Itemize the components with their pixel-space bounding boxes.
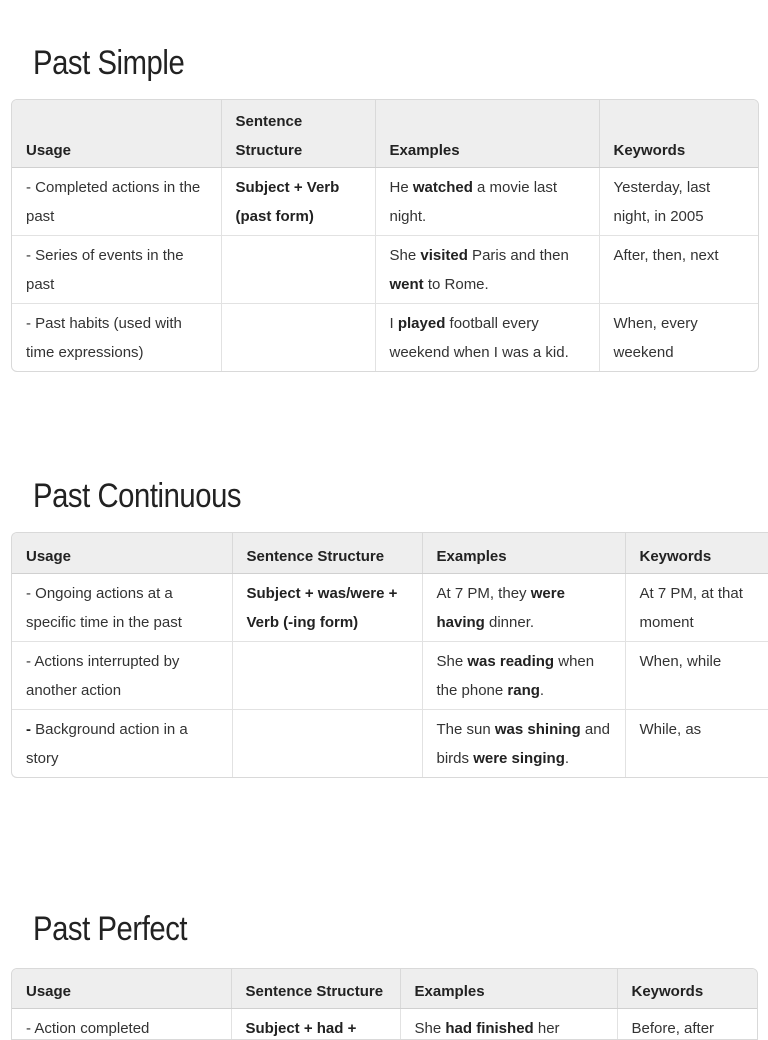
table-cell <box>617 1008 757 1040</box>
table-row <box>12 641 768 709</box>
table-body <box>12 1008 757 1040</box>
table-cell <box>375 235 599 303</box>
table-row <box>12 235 758 303</box>
cell-text: Before, after <box>631 1019 715 1037</box>
table-body <box>12 167 758 371</box>
column-header: Sentence Structure <box>232 533 422 573</box>
cell-text: - Past habits (used with time expressions) <box>26 314 182 361</box>
cell-text: her <box>533 1019 560 1037</box>
column-header: Usage <box>12 100 221 167</box>
cell-text: - Actions interrupted by another action <box>26 652 180 699</box>
column-header: Examples <box>375 100 599 167</box>
bold-text: was shining <box>494 720 581 738</box>
cell-text: football every weekend when I was a kid. <box>389 314 569 361</box>
cell-text: She <box>436 652 468 670</box>
table-cell <box>625 641 768 709</box>
bold-text: were singing <box>473 749 565 767</box>
table-cell <box>12 641 232 709</box>
table-cell <box>12 709 232 777</box>
cell-text: He <box>389 178 413 196</box>
table-cell <box>231 1008 400 1040</box>
table-cell <box>375 303 599 371</box>
table-row <box>12 167 758 235</box>
cell-text: The sun <box>436 720 495 738</box>
grammar-table <box>11 532 768 778</box>
table-row <box>12 1008 757 1040</box>
cell-text: - Completed actions in the past <box>26 178 201 225</box>
table-header-row <box>12 969 757 1008</box>
cell-text: Background action in a story <box>26 720 188 767</box>
column-header: Examples <box>422 533 625 573</box>
section-title: Past Simple <box>33 44 185 82</box>
bold-text: had finished <box>445 1019 534 1037</box>
grammar-table <box>11 99 759 372</box>
table-cell <box>422 709 625 777</box>
table-cell <box>221 235 375 303</box>
table-cell <box>232 641 422 709</box>
table-cell <box>599 235 758 303</box>
bold-text: played <box>397 314 446 332</box>
cell-text: - Ongoing actions at a specific time in the past <box>26 584 182 631</box>
table-cell <box>422 573 625 641</box>
table-cell <box>599 167 758 235</box>
table-cell <box>375 167 599 235</box>
column-header: Keywords <box>617 969 757 1008</box>
table-cell <box>232 573 422 641</box>
table-cell <box>625 573 768 641</box>
cell-text: - Action completed <box>26 1019 150 1037</box>
cell-text: At 7 PM, at that moment <box>639 584 743 631</box>
table-cell <box>422 641 625 709</box>
bold-text: watched <box>412 178 473 196</box>
cell-text: to Rome. <box>423 275 489 293</box>
cell-text: She <box>414 1019 446 1037</box>
table-body <box>12 573 768 777</box>
table-header-row <box>12 100 758 167</box>
cell-text: She <box>389 246 421 264</box>
cell-text: . <box>564 749 570 767</box>
table-cell <box>12 303 221 371</box>
bold-text: rang <box>507 681 540 699</box>
section-title: Past Perfect <box>33 910 188 948</box>
cell-text: and birds <box>436 720 610 767</box>
bold-text: was reading <box>467 652 555 670</box>
table-cell <box>221 167 375 235</box>
table-cell <box>12 167 221 235</box>
cell-text: When, while <box>639 652 722 670</box>
table-row <box>12 709 768 777</box>
cell-text: Yesterday, last night, in 2005 <box>613 178 711 225</box>
table-row <box>12 573 768 641</box>
bold-text: went <box>389 275 424 293</box>
bold-text: Subject + was/were + Verb (-ing form) <box>246 584 398 631</box>
table-row <box>12 303 758 371</box>
table-cell <box>625 709 768 777</box>
cell-text: when the phone <box>436 652 595 699</box>
cell-text: I <box>389 314 398 332</box>
cell-text: After, then, next <box>613 246 719 264</box>
table-cell <box>12 1008 231 1040</box>
column-header: Sentence Structure <box>221 100 375 167</box>
cell-text: a movie last night. <box>389 178 558 225</box>
table-cell <box>400 1008 617 1040</box>
bold-text: Subject + had + <box>245 1019 357 1037</box>
cell-text: At 7 PM, they <box>436 584 531 602</box>
table-cell <box>12 235 221 303</box>
cell-text: While, as <box>639 720 702 738</box>
cell-text: Paris and then <box>467 246 569 264</box>
table <box>12 100 758 371</box>
column-header: Examples <box>400 969 617 1008</box>
column-header: Keywords <box>625 533 768 573</box>
table <box>12 533 768 777</box>
column-header: Keywords <box>599 100 758 167</box>
column-header: Usage <box>12 533 232 573</box>
section-title: Past Continuous <box>33 477 242 515</box>
bold-text: visited <box>420 246 468 264</box>
cell-text: When, every weekend <box>613 314 698 361</box>
table-header-row <box>12 533 768 573</box>
table <box>12 969 757 1040</box>
cell-text: . <box>539 681 545 699</box>
cell-text: - Series of events in the past <box>26 246 184 293</box>
grammar-table <box>11 968 758 1040</box>
table-cell <box>232 709 422 777</box>
bold-text: Subject + Verb (past form) <box>235 178 340 225</box>
table-cell <box>599 303 758 371</box>
column-header: Usage <box>12 969 231 1008</box>
table-cell <box>12 573 232 641</box>
cell-text: dinner. <box>484 613 535 631</box>
table-cell <box>221 303 375 371</box>
bold-text: - <box>26 720 31 738</box>
column-header: Sentence Structure <box>231 969 400 1008</box>
bold-text: were having <box>436 584 565 631</box>
